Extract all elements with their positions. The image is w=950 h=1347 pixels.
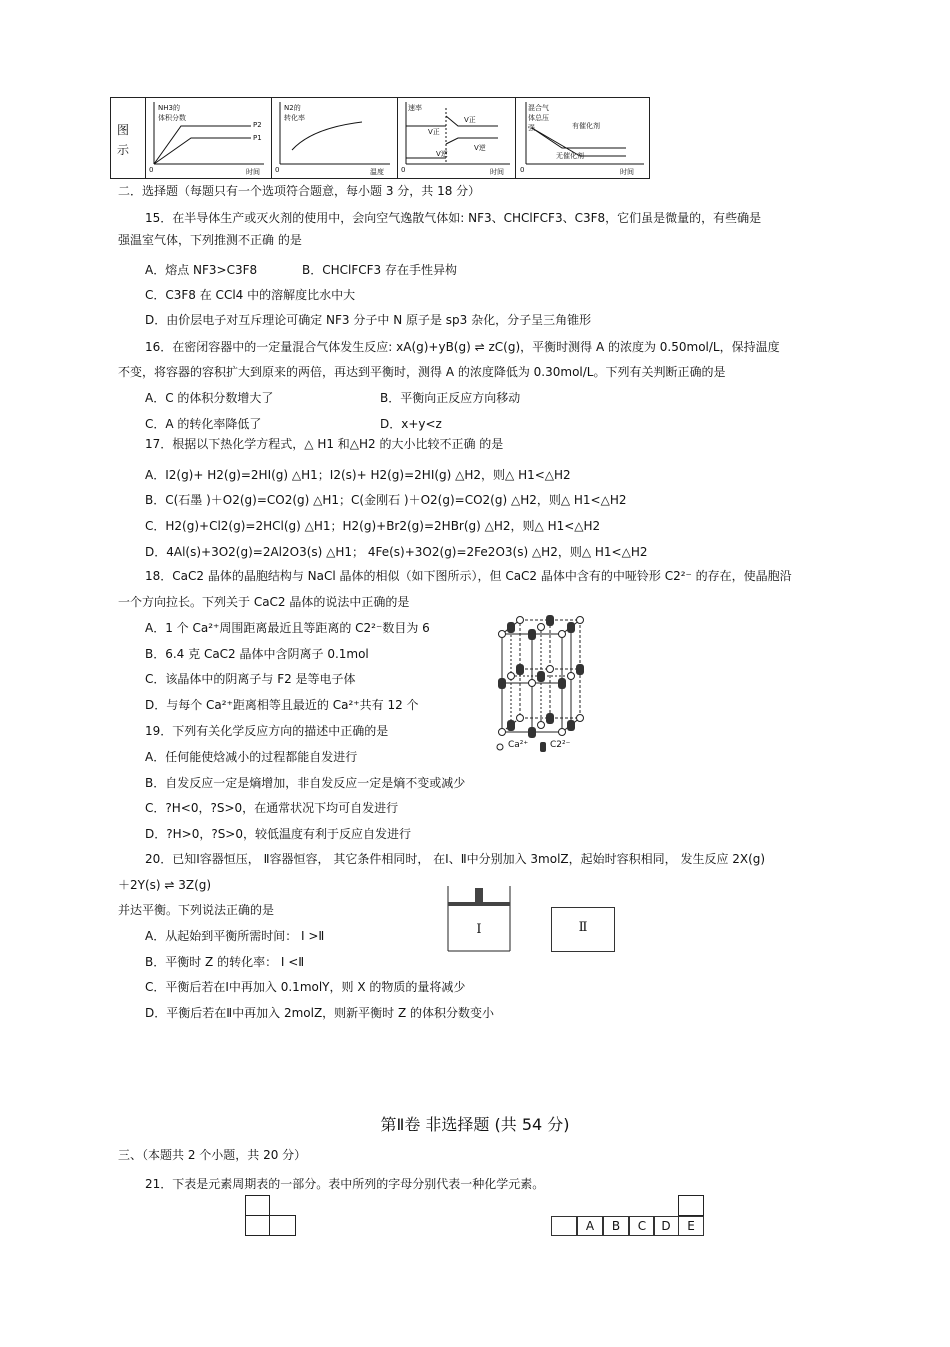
q15-stem-line2: 强温室气体，下列推测不正确 的是 (118, 233, 302, 247)
g2-ylabel1: N2的 (284, 104, 301, 112)
container-2-figure (551, 907, 615, 952)
graph-rate (397, 98, 516, 178)
q18-option-a: A．1 个 Ca²⁺周围距离最近且等距离的 C2²⁻数目为 6 (145, 621, 430, 635)
periodic-cell-b: B (603, 1216, 629, 1236)
q20-option-c: C．平衡后若在Ⅰ中再加入 0.1molY，则 X 的物质的量将减少 (145, 980, 466, 994)
q17-option-b: B．C(石墨 )＋O2(g)=CO2(g) △H1；C(金刚石 )＋O2(g)=CO2(g) △H2，则△ H1<△H2 (145, 493, 627, 507)
q15-option-b: B．CHClFCF3 存在手性异构 (302, 263, 457, 277)
q16-stem-line2: 不变，将容器的容积扩大到原来的两倍，再达到平衡时，测得 A 的浓度降低为 0.30mol/L。下列有关判断正确的是 (118, 365, 726, 379)
q15-option-c: C．C3F8 在 CCl4 中的溶解度比水中大 (145, 288, 356, 302)
q19-option-d: D．?H>0，?S>0，较低温度有利于反应自发进行 (145, 827, 411, 841)
periodic-cell-blank (551, 1216, 577, 1236)
g1-origin: 0 (149, 166, 154, 174)
q20-stem-line1: 20．已知Ⅰ容器恒压， Ⅱ容器恒容， 其它条件相同时， 在Ⅰ、Ⅱ中分别加入 3molZ，起始时容积相同， 发生反应 2X(g) (145, 852, 766, 866)
container-1-figure (447, 886, 511, 952)
q20-option-d: D．平衡后若在Ⅱ中再加入 2molZ，则新平衡时 Z 的体积分数变小 (145, 1006, 495, 1020)
q18-option-b: B．6.4 克 CaC2 晶体中含阴离子 0.1mol (145, 647, 369, 661)
q20-stem-line2: ＋2Y(s) ⇌ 3Z(g) (118, 878, 212, 892)
periodic-fragment-left (245, 1195, 297, 1237)
g3-v-reverse-2: V逆 (474, 144, 486, 152)
g3-ylabel: 速率 (408, 104, 422, 112)
periodic-cell-a: A (577, 1216, 603, 1236)
g4-ylabel3: 强 (528, 124, 535, 132)
q18-stem-line2: 一个方向拉长。下列关于 CaC2 晶体的说法中正确的是 (118, 595, 410, 609)
g2-origin: 0 (275, 166, 280, 174)
q17-option-a: A．I2(g)+ H2(g)=2HI(g) △H1；I2(s)+ H2(g)=2HI(g) △H2，则△ H1<△H2 (145, 468, 571, 482)
q18-option-d: D．与每个 Ca²⁺距离相等且最近的 Ca²⁺共有 12 个 (145, 698, 419, 712)
q19-stem: 19．下列有关化学反应方向的描述中正确的是 (145, 724, 389, 738)
q18-stem-line1: 18．CaC2 晶体的晶胞结构与 NaCl 晶体的相似（如下图所示），但 CaC2 晶体中含有的中哑铃形 C2²⁻ 的存在，使晶胞沿 (145, 569, 792, 583)
q18-option-c: C．该晶体中的阴离子与 F2 是等电子体 (145, 672, 356, 686)
legend-c2-label: C2²⁻ (550, 740, 571, 750)
periodic-cell-e: E (678, 1216, 704, 1236)
container-2-label: Ⅱ (578, 920, 588, 935)
q19-option-c: C．?H<0，?S>0，在通常状况下均可自发进行 (145, 801, 399, 815)
q21-stem: 21．下表是元素周期表的一部分。表中所列的字母分别代表一种化学元素。 (145, 1177, 545, 1191)
g1-series-p2: P2 (253, 121, 262, 129)
g4-xlabel: 时间 (620, 168, 634, 176)
g4-ylabel1: 混合气 (528, 104, 549, 112)
g1-xlabel: 时间 (246, 168, 260, 176)
g3-v-reverse-1: V逆 (436, 150, 448, 158)
q16-option-d: D．x+y<z (380, 417, 442, 431)
q17-option-c: C．H2(g)+Cl2(g)=2HCl(g) △H1；H2(g)+Br2(g)=2HBr(g) △H2，则△ H1<△H2 (145, 519, 601, 533)
graph-nh3-fraction (145, 98, 272, 178)
graph-n2-conversion (271, 98, 398, 178)
q16-option-c: C．A 的转化率降低了 (145, 417, 262, 431)
periodic-fragment-top-cell (678, 1195, 704, 1216)
periodic-cell-d: D (653, 1216, 679, 1236)
g2-ylabel2: 转化率 (284, 114, 305, 122)
graph-table (110, 97, 650, 179)
g3-origin: 0 (401, 166, 406, 174)
q16-option-b: B．平衡向正反应方向移动 (380, 391, 521, 405)
q20-stem-line3: 并达平衡。下列说法正确的是 (118, 903, 275, 917)
q20-option-a: A．从起始到平衡所需时间： Ⅰ >Ⅱ (145, 929, 325, 943)
table-header: 图示 (117, 123, 130, 157)
part2-title: 第Ⅱ卷 非选择题 (共 54 分) (380, 1115, 570, 1134)
q19-option-a: A．任何能使焓减小的过程都能自发进行 (145, 750, 358, 764)
g3-xlabel: 时间 (490, 168, 504, 176)
q19-option-b: B．自发反应一定是熵增加，非自发反应一定是熵不变或减少 (145, 776, 466, 790)
g1-series-p1: P1 (253, 134, 262, 142)
q16-stem-line1: 16．在密闭容器中的一定量混合气体发生反应: xA(g)+yB(g) ⇌ zC(g)，平衡时测得 A 的浓度为 0.50mol/L，保持温度 (145, 340, 780, 354)
q16-option-a: A．C 的体积分数增大了 (145, 391, 274, 405)
g3-v-forward-1: V正 (428, 128, 440, 136)
q17-stem: 17．根据以下热化学方程式，△ H1 和△H2 的大小比较不正确 的是 (145, 437, 504, 451)
container-1-label: Ⅰ (476, 922, 482, 937)
g1-ylabel1: NH3的 (158, 104, 180, 112)
q15-option-a: A．熔点 NF3>C3F8 (145, 263, 258, 277)
q17-option-d: D．4Al(s)+3O2(g)=2Al2O3(s) △H1； 4Fe(s)+3O2(g)=2Fe2O3(s) △H2，则△ H1<△H2 (145, 545, 648, 559)
g4-origin: 0 (520, 166, 525, 174)
legend-ca-label: Ca²⁺ (508, 740, 529, 750)
g4-ylabel2: 体总压 (528, 114, 549, 122)
cac2-unit-cell-figure (492, 612, 592, 757)
section3-heading: 三、（本题共 2 个小题，共 20 分） (118, 1148, 307, 1162)
section2-heading: 二．选择题（每题只有一个选项符合题意，每小题 3 分，共 18 分） (118, 184, 481, 198)
g3-v-forward-2: V正 (464, 116, 476, 124)
g4-series-without-catalyst: 无催化剂 (556, 152, 584, 160)
g1-ylabel2: 体积分数 (158, 114, 186, 122)
g2-xlabel: 温度 (370, 168, 384, 176)
q20-option-b: B．平衡时 Z 的转化率： Ⅰ <Ⅱ (145, 955, 305, 969)
q15-stem-line1: 15．在半导体生产或灭火剂的使用中，会向空气逸散气体如: NF3、CHClFCF3、C3F8，它们虽是微量的，有些确是 (145, 211, 762, 225)
g4-series-with-catalyst: 有催化剂 (572, 122, 600, 130)
periodic-cell-c: C (629, 1216, 655, 1236)
graph-pressure (515, 98, 650, 178)
q15-option-d: D．由价层电子对互斥理论可确定 NF3 分子中 N 原子是 sp3 杂化，分子呈三角锥形 (145, 313, 592, 327)
